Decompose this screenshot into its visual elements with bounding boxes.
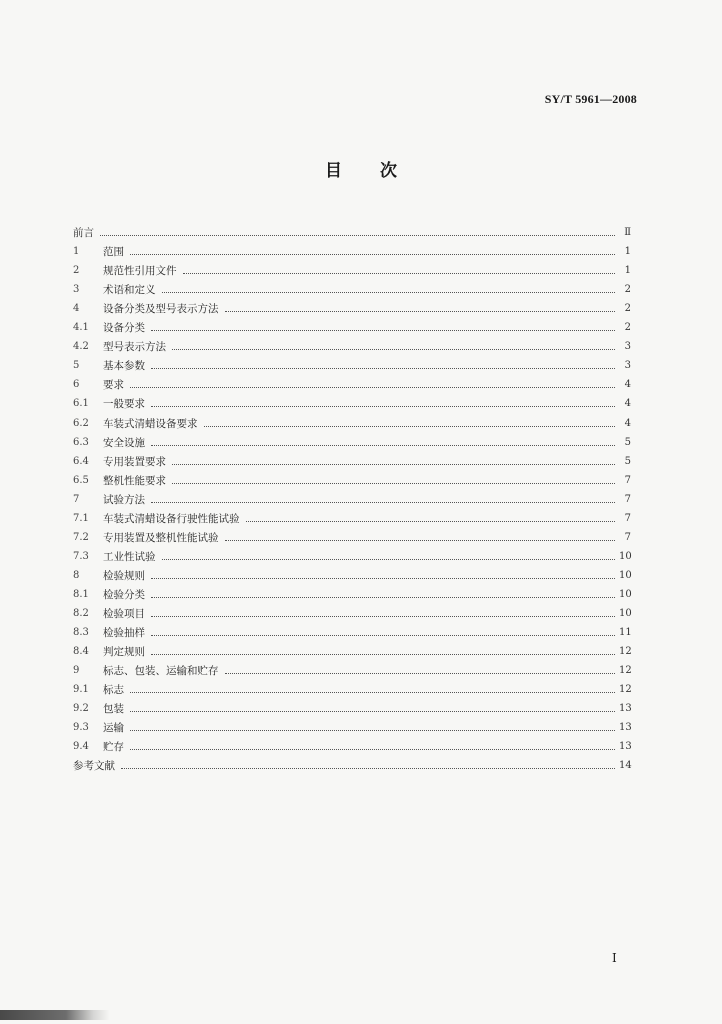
toc-entry-page: 13 <box>619 741 632 753</box>
toc-entry <box>73 753 631 772</box>
toc-leader-dots <box>151 578 615 579</box>
toc-leader-dots <box>151 654 615 655</box>
toc-entry <box>73 430 631 449</box>
toc-leader-dots <box>130 387 615 388</box>
toc-entry <box>73 696 631 715</box>
toc-entry-label: 基本参数 <box>103 360 145 373</box>
toc-leader-dots <box>130 692 615 693</box>
toc-entry-label: 试验方法 <box>103 493 145 506</box>
toc-entry-label: 安全设施 <box>103 436 145 449</box>
toc-entry <box>73 410 631 429</box>
toc-leader-dots <box>162 292 616 293</box>
toc-entry-number: 9.1 <box>73 684 89 696</box>
toc-entry-number: 7 <box>73 493 80 505</box>
toc-entry <box>73 449 631 468</box>
toc-entry-number: 6.4 <box>73 455 89 467</box>
toc-entry <box>73 639 631 658</box>
table-of-contents <box>73 220 631 772</box>
toc-entry-page: 5 <box>624 455 631 467</box>
toc-entry-label: 标志 <box>103 684 124 697</box>
toc-entry-label: 检验抽样 <box>103 627 145 640</box>
toc-leader-dots <box>151 368 615 369</box>
toc-entry-label: 参考文献 <box>73 760 115 773</box>
toc-entry <box>73 315 631 334</box>
toc-leader-dots <box>204 426 616 427</box>
toc-entry <box>73 563 631 582</box>
toc-entry-page: 10 <box>619 607 632 619</box>
toc-entry-page: 2 <box>624 303 631 315</box>
toc-entry <box>73 391 631 410</box>
toc-entry-label: 要求 <box>103 379 124 392</box>
toc-entry-number: 4.2 <box>73 341 89 353</box>
toc-entry-label: 包装 <box>103 703 124 716</box>
toc-entry-label: 整机性能要求 <box>103 474 166 487</box>
toc-entry-label: 检验分类 <box>103 588 145 601</box>
toc-entry <box>73 658 631 677</box>
toc-entry-page: 7 <box>624 493 631 505</box>
toc-entry-number: 1 <box>73 246 80 258</box>
toc-entry-label: 标志、包装、运输和贮存 <box>103 665 219 678</box>
toc-entry <box>73 734 631 753</box>
toc-leader-dots <box>225 673 616 674</box>
toc-entry-label: 专用装置及整机性能试验 <box>103 531 219 544</box>
toc-entry-label: 术语和定义 <box>103 284 156 297</box>
toc-leader-dots <box>183 273 616 274</box>
toc-entry-page: 1 <box>624 246 631 258</box>
toc-entry-label: 规范性引用文件 <box>103 265 177 278</box>
toc-entry-label: 设备分类 <box>103 322 145 335</box>
title-char-1: 目 <box>325 161 342 181</box>
toc-entry-number: 8.1 <box>73 588 89 600</box>
scan-artifact <box>0 1010 110 1020</box>
toc-entry <box>73 582 631 601</box>
toc-entry-number: 9.2 <box>73 703 89 715</box>
toc-entry-number: 2 <box>73 265 80 277</box>
toc-entry-label: 一般要求 <box>103 398 145 411</box>
toc-leader-dots <box>151 635 615 636</box>
toc-entry-label: 检验项目 <box>103 607 145 620</box>
toc-entry <box>73 334 631 353</box>
toc-entry <box>73 677 631 696</box>
standard-code: SY/T 5961—2008 <box>544 92 637 106</box>
toc-entry-number: 8.4 <box>73 646 89 658</box>
toc-entry-page: 13 <box>619 703 632 715</box>
toc-entry <box>73 544 631 563</box>
toc-entry-label: 专用装置要求 <box>103 455 166 468</box>
toc-leader-dots <box>162 559 616 560</box>
toc-entry-label: 范围 <box>103 246 124 259</box>
toc-entry-number: 6.3 <box>73 436 89 448</box>
toc-leader-dots <box>151 406 615 407</box>
toc-entry <box>73 220 631 239</box>
toc-entry-page: 12 <box>619 646 632 658</box>
toc-entry-number: 4.1 <box>73 322 89 334</box>
toc-entry-page: 11 <box>619 627 632 639</box>
toc-entry-label: 贮存 <box>103 741 124 754</box>
toc-leader-dots <box>151 330 615 331</box>
toc-entry-page: 12 <box>619 684 632 696</box>
toc-entry-number: 3 <box>73 284 80 296</box>
toc-entry-page: Ⅱ <box>624 227 631 239</box>
toc-leader-dots <box>130 730 615 731</box>
toc-entry-page: 5 <box>624 436 631 448</box>
toc-entry-page: 13 <box>619 722 632 734</box>
toc-entry-label: 检验规则 <box>103 569 145 582</box>
toc-entry <box>73 601 631 620</box>
toc-entry-page: 14 <box>619 760 632 772</box>
toc-entry-number: 9.3 <box>73 722 89 734</box>
toc-entry <box>73 525 631 544</box>
toc-entry-label: 前言 <box>73 227 94 240</box>
title-char-2: 次 <box>380 161 397 181</box>
toc-entry <box>73 353 631 372</box>
toc-entry-number: 7.2 <box>73 531 89 543</box>
toc-leader-dots <box>172 483 615 484</box>
page-number: I <box>612 951 617 965</box>
toc-entry-number: 7.3 <box>73 550 89 562</box>
toc-entry-number: 8.2 <box>73 607 89 619</box>
toc-entry-number: 6.1 <box>73 398 89 410</box>
toc-entry-label: 车装式清蜡设备行驶性能试验 <box>103 512 240 525</box>
toc-entry-page: 10 <box>619 588 632 600</box>
toc-entry-page: 4 <box>624 379 631 391</box>
toc-leader-dots <box>225 311 616 312</box>
toc-entry-label: 工业性试验 <box>103 550 156 563</box>
toc-leader-dots <box>151 597 615 598</box>
toc-entry-page: 2 <box>624 322 631 334</box>
toc-entry <box>73 372 631 391</box>
toc-entry-number: 8 <box>73 569 80 581</box>
toc-entry <box>73 506 631 525</box>
toc-entry <box>73 487 631 506</box>
toc-entry-label: 车装式清蜡设备要求 <box>103 417 198 430</box>
toc-leader-dots <box>151 445 615 446</box>
toc-entry <box>73 468 631 487</box>
toc-entry-number: 9 <box>73 665 80 677</box>
toc-leader-dots <box>225 540 616 541</box>
toc-entry-label: 型号表示方法 <box>103 341 166 354</box>
toc-entry <box>73 296 631 315</box>
toc-leader-dots <box>151 502 615 503</box>
toc-entry-page: 4 <box>624 398 631 410</box>
toc-entry-number: 4 <box>73 303 80 315</box>
toc-entry-page: 3 <box>624 360 631 372</box>
toc-leader-dots <box>151 616 615 617</box>
toc-entry-page: 1 <box>624 265 631 277</box>
toc-leader-dots <box>130 749 615 750</box>
toc-leader-dots <box>130 254 615 255</box>
toc-entry-number: 7.1 <box>73 512 89 524</box>
toc-entry <box>73 277 631 296</box>
toc-entry <box>73 258 631 277</box>
toc-leader-dots <box>246 521 616 522</box>
toc-entry-number: 9.4 <box>73 741 89 753</box>
toc-leader-dots <box>172 349 615 350</box>
toc-entry-label: 设备分类及型号表示方法 <box>103 303 219 316</box>
toc-entry-page: 12 <box>619 665 632 677</box>
page-title <box>0 156 722 181</box>
toc-leader-dots <box>121 768 615 769</box>
toc-entry-number: 6 <box>73 379 80 391</box>
toc-entry-page: 10 <box>619 569 632 581</box>
toc-entry-number: 8.3 <box>73 627 89 639</box>
toc-entry-page: 10 <box>619 550 632 562</box>
toc-leader-dots <box>100 235 615 236</box>
toc-entry <box>73 239 631 258</box>
toc-leader-dots <box>130 711 615 712</box>
toc-entry-page: 4 <box>624 417 631 429</box>
toc-entry-page: 3 <box>624 341 631 353</box>
toc-entry <box>73 620 631 639</box>
toc-leader-dots <box>172 464 615 465</box>
toc-entry-page: 2 <box>624 284 631 296</box>
toc-entry-page: 7 <box>624 531 631 543</box>
toc-entry-label: 判定规则 <box>103 646 145 659</box>
toc-entry-page: 7 <box>624 512 631 524</box>
toc-entry-page: 7 <box>624 474 631 486</box>
toc-entry-number: 6.5 <box>73 474 89 486</box>
toc-entry <box>73 715 631 734</box>
toc-entry-label: 运输 <box>103 722 124 735</box>
toc-entry-number: 5 <box>73 360 80 372</box>
toc-entry-number: 6.2 <box>73 417 89 429</box>
